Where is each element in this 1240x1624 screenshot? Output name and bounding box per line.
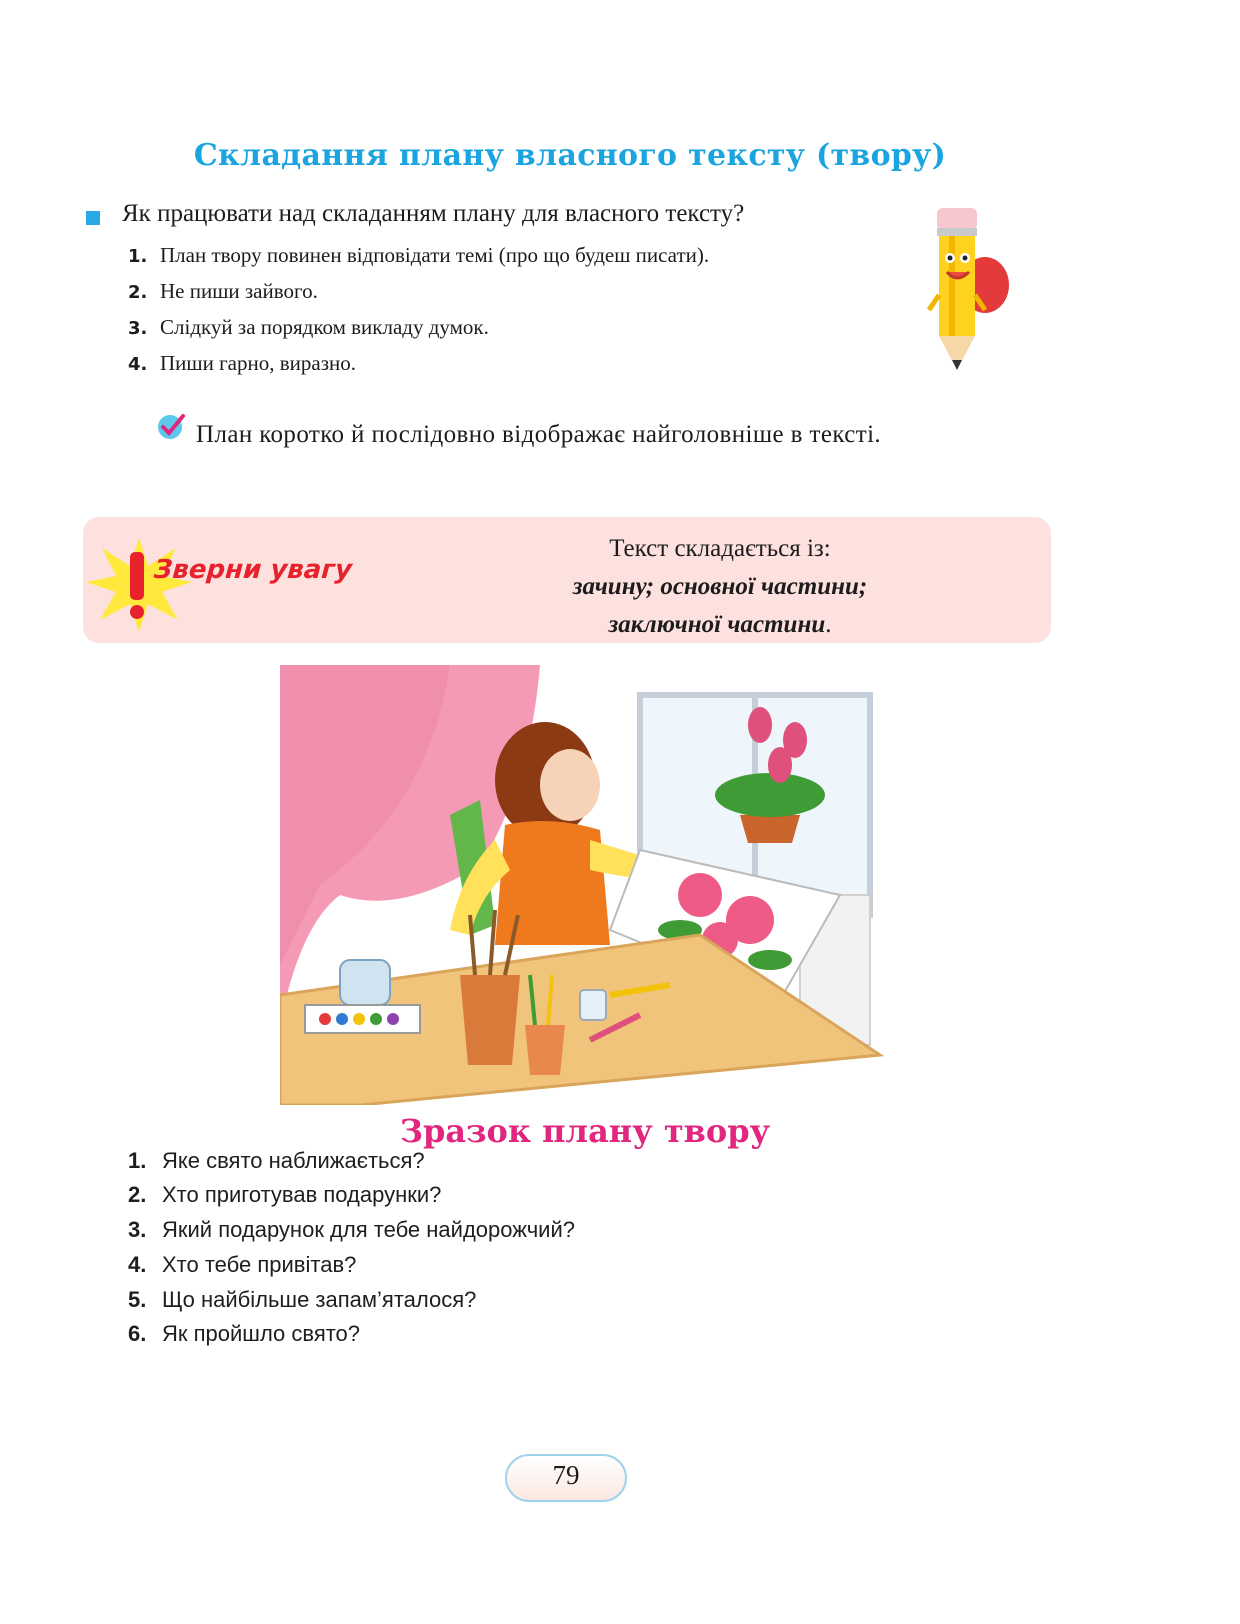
- note-label: Зверни увагу: [152, 555, 353, 585]
- pencil-mascot-icon: [925, 200, 1015, 380]
- question-text: Як працювати над складанням плану для власного тексту?: [122, 200, 745, 227]
- note-line-end: .: [825, 611, 832, 638]
- note-line: зачину; основної частини;: [572, 573, 868, 600]
- plan-text: Хто приготував подарунки?: [162, 1182, 442, 1207]
- tip-item: [128, 279, 318, 304]
- note-text: [430, 530, 1010, 644]
- tip-text: Пиши гарно, виразно.: [160, 351, 356, 375]
- tip-item: [128, 243, 709, 268]
- note-line: [430, 606, 1010, 644]
- plan-text: Що найбільше запам’яталося?: [162, 1287, 477, 1312]
- exclamation-burst-icon: [84, 536, 194, 634]
- summary-text: План коротко й послідовно відображає найголовніше в тексті.: [196, 421, 882, 448]
- plan-item: [128, 1148, 425, 1174]
- plan-number: 2.: [128, 1182, 147, 1207]
- page-title: Складання плану власного тексту (твору): [193, 138, 947, 173]
- tip-text: План твору повинен відповідати темі (про що будеш писати).: [160, 243, 710, 267]
- plan-text: Яке свято наближається?: [162, 1148, 425, 1173]
- bullet-square-icon: [86, 211, 100, 225]
- sample-title: Зразок плану твору: [399, 1112, 771, 1150]
- plan-text: Хто тебе привітав?: [162, 1252, 357, 1277]
- tip-number: 3.: [128, 318, 148, 339]
- page-number: 79: [552, 1460, 580, 1490]
- tip-number: 4.: [128, 354, 148, 375]
- tip-item: [128, 315, 489, 340]
- plan-item: [128, 1321, 360, 1347]
- checkmark-icon: [156, 412, 186, 442]
- plan-number: 5.: [128, 1287, 147, 1312]
- plan-number: 3.: [128, 1217, 147, 1242]
- tip-number: 1.: [128, 246, 148, 267]
- plan-number: 1.: [128, 1148, 147, 1173]
- note-line-italic: заключної частини: [608, 611, 826, 638]
- tip-number: 2.: [128, 282, 148, 303]
- plan-item: [128, 1287, 476, 1313]
- plan-item: [128, 1217, 575, 1243]
- plan-number: 4.: [128, 1252, 147, 1277]
- plan-number: 6.: [128, 1321, 147, 1346]
- tip-text: Слідкуй за порядком викладу думок.: [160, 315, 489, 339]
- plan-text: Який подарунок для тебе найдорожчий?: [162, 1217, 575, 1242]
- plan-item: [128, 1252, 356, 1278]
- tip-text: Не пиши зайвого.: [160, 279, 318, 303]
- plan-text: Як пройшло свято?: [162, 1321, 361, 1346]
- girl-painting-illustration: [280, 665, 890, 1105]
- plan-item: [128, 1182, 441, 1208]
- note-line: Текст складається із:: [609, 535, 831, 562]
- tip-item: [128, 351, 356, 376]
